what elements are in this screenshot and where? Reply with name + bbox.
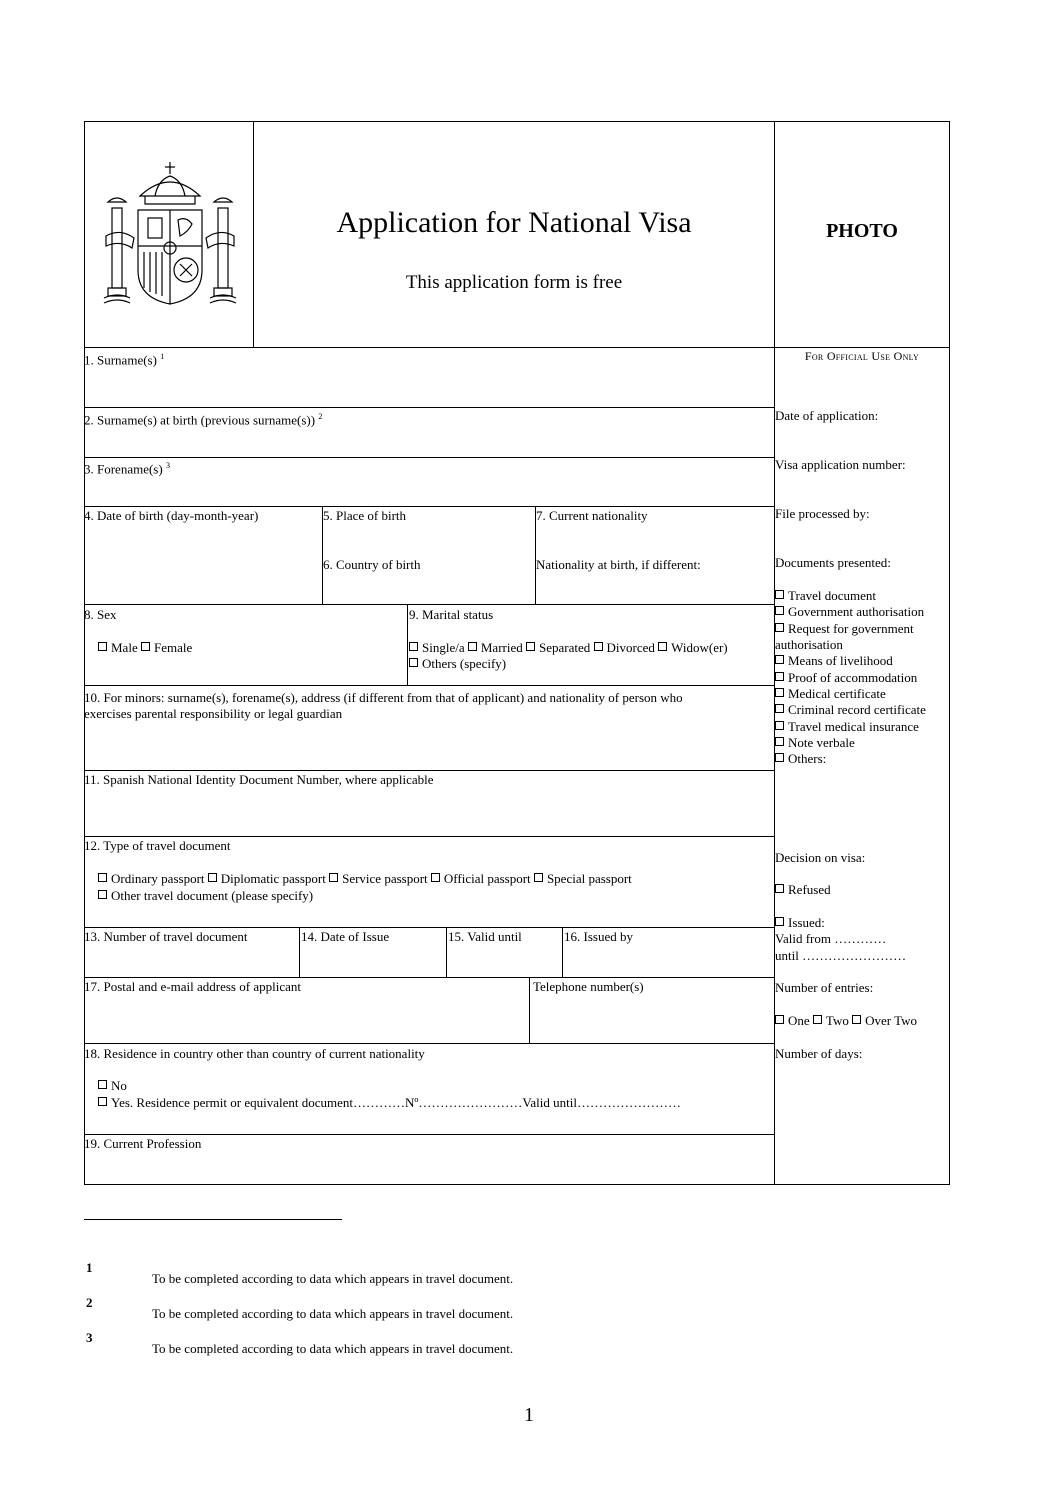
divider	[84, 927, 775, 928]
number-of-entries-label: Number of entries:	[775, 980, 874, 995]
checkbox[interactable]	[431, 873, 440, 882]
divider	[84, 604, 775, 605]
field-minors-guardian[interactable]: 10. For minors: surname(s), forename(s), address (if different from that of applicant) and nationality of person who	[84, 690, 683, 705]
divider	[84, 407, 775, 408]
divider	[84, 1134, 775, 1135]
field-travel-document-number[interactable]: 13. Number of travel document	[84, 929, 248, 944]
field-current-nationality[interactable]: 7. Current nationality	[536, 508, 648, 523]
sex-options: Male Female	[98, 640, 192, 656]
divider	[446, 927, 447, 977]
divider	[84, 506, 775, 507]
page-number: 1	[524, 1404, 534, 1426]
form-subtitle: This application form is free	[405, 272, 623, 293]
checkbox[interactable]	[534, 873, 543, 882]
checkbox[interactable]	[775, 753, 784, 762]
checkbox[interactable]	[329, 873, 338, 882]
footnote-text: To be completed according to data which appears in travel document.	[152, 1271, 514, 1286]
doc-note-verbale[interactable]: Note verbale	[775, 735, 855, 751]
checkbox[interactable]	[775, 1015, 784, 1024]
checkbox[interactable]	[98, 1097, 107, 1106]
documents-presented-label: Documents presented:	[775, 555, 891, 570]
residence-no-option[interactable]: No	[98, 1078, 127, 1094]
residence-yes-option[interactable]: Yes. Residence permit or equivalent document…………Nº……………………Valid until……………………	[98, 1095, 681, 1111]
decision-issued[interactable]: Issued:	[775, 915, 825, 931]
divider	[84, 1043, 775, 1044]
field-marital-status: 9. Marital status	[409, 607, 494, 622]
field-place-of-birth[interactable]: 5. Place of birth	[323, 508, 407, 523]
footnote-number: 2	[86, 1295, 93, 1310]
checkbox[interactable]	[98, 890, 107, 899]
checkbox[interactable]	[98, 873, 107, 882]
field-nationality-at-birth[interactable]: Nationality at birth, if different:	[536, 557, 701, 572]
field-date-of-issue[interactable]: 14. Date of Issue	[301, 929, 390, 944]
checkbox[interactable]	[98, 642, 107, 651]
divider	[529, 977, 530, 1043]
field-travel-document-type: 12. Type of travel document	[84, 838, 231, 853]
footnote-number: 1	[86, 1260, 93, 1275]
checkbox[interactable]	[658, 642, 667, 651]
checkbox[interactable]	[409, 642, 418, 651]
footnote-separator	[84, 1219, 342, 1220]
doc-request-government[interactable]: Request for government	[775, 621, 914, 637]
valid-from-label: Valid from …………	[775, 931, 887, 946]
checkbox[interactable]	[775, 688, 784, 697]
photo-box-label: PHOTO	[826, 220, 898, 242]
checkbox[interactable]	[813, 1015, 822, 1024]
field-minors-guardian-cont: exercises parental responsibility or legal guardian	[84, 706, 343, 721]
divider	[84, 457, 775, 458]
entries-options: One Two Over Two	[775, 1013, 917, 1029]
file-processed-by-label: File processed by:	[775, 506, 870, 521]
checkbox[interactable]	[775, 721, 784, 730]
field-sex: 8. Sex	[84, 607, 117, 622]
visa-application-number-label: Visa application number:	[775, 457, 906, 472]
field-surname[interactable]: 1. Surname(s) $^1$	[84, 352, 165, 368]
checkbox[interactable]	[98, 1080, 107, 1089]
divider	[562, 927, 563, 977]
field-country-of-birth[interactable]: 6. Country of birth	[323, 557, 421, 572]
valid-until-label: until ……………………	[775, 948, 907, 963]
marital-status-other[interactable]: Others (specify)	[409, 656, 506, 672]
doc-proof-of-accommodation[interactable]: Proof of accommodation	[775, 670, 917, 686]
field-forename[interactable]: 3. Forename(s) $^3$	[84, 461, 170, 477]
date-of-application-label: Date of application:	[775, 408, 879, 423]
divider	[84, 770, 775, 771]
travel-document-options: Ordinary passport Diplomatic passport Service passport Official passport Special passport	[98, 871, 632, 887]
divider	[84, 836, 775, 837]
decision-refused[interactable]: Refused	[775, 882, 831, 898]
field-telephone-numbers[interactable]: Telephone number(s)	[533, 979, 644, 994]
field-date-of-birth[interactable]: 4. Date of birth (day-month-year)	[84, 508, 259, 523]
checkbox[interactable]	[775, 737, 784, 746]
field-issued-by[interactable]: 16. Issued by	[564, 929, 633, 944]
footnote-text: To be completed according to data which appears in travel document.	[152, 1341, 514, 1356]
form-title: Application for National Visa	[336, 206, 692, 239]
checkbox[interactable]	[594, 642, 603, 651]
checkbox[interactable]	[468, 642, 477, 651]
field-valid-until[interactable]: 15. Valid until	[448, 929, 522, 944]
checkbox[interactable]	[208, 873, 217, 882]
doc-criminal-record[interactable]: Criminal record certificate	[775, 702, 926, 718]
checkbox[interactable]	[775, 704, 784, 713]
field-residence-other-country: 18. Residence in country other than country of current nationality	[84, 1046, 425, 1061]
checkbox[interactable]	[775, 606, 784, 615]
doc-others[interactable]: Others:	[775, 751, 826, 767]
coat-of-arms-logo	[100, 158, 240, 308]
travel-document-other[interactable]: Other travel document (please specify)	[98, 888, 313, 904]
decision-on-visa-label: Decision on visa:	[775, 850, 866, 865]
checkbox[interactable]	[141, 642, 150, 651]
checkbox[interactable]	[775, 884, 784, 893]
checkbox[interactable]	[852, 1015, 861, 1024]
checkbox[interactable]	[775, 917, 784, 926]
checkbox[interactable]	[775, 655, 784, 664]
field-postal-email-address[interactable]: 17. Postal and e-mail address of applicant	[84, 979, 301, 994]
footnote-number: 3	[86, 1330, 93, 1345]
footnote-text: To be completed according to data which appears in travel document.	[152, 1306, 514, 1321]
checkbox[interactable]	[775, 623, 784, 632]
checkbox[interactable]	[775, 590, 784, 599]
divider	[407, 604, 408, 685]
number-of-days-label: Number of days:	[775, 1046, 863, 1061]
doc-authorisation-continued: authorisation	[775, 637, 843, 652]
checkbox[interactable]	[526, 642, 535, 651]
doc-means-of-livelihood[interactable]: Means of livelihood	[775, 653, 893, 669]
field-surname-at-birth[interactable]: 2. Surname(s) at birth (previous surname(s)) $^2$	[84, 412, 323, 428]
doc-travel-document[interactable]: Travel document	[775, 588, 876, 604]
divider	[84, 977, 775, 978]
doc-medical-certificate[interactable]: Medical certificate	[775, 686, 886, 702]
divider	[299, 927, 300, 977]
doc-government-authorisation[interactable]: Government authorisation	[775, 604, 924, 620]
official-use-heading: For Official Use Only	[804, 349, 920, 363]
field-current-profession[interactable]: 19. Current Profession	[84, 1136, 202, 1151]
divider	[84, 347, 950, 348]
checkbox[interactable]	[775, 672, 784, 681]
divider	[84, 685, 775, 686]
field-spanish-id-number[interactable]: 11. Spanish National Identity Document Number, where applicable	[84, 772, 434, 787]
doc-travel-medical-insurance[interactable]: Travel medical insurance	[775, 719, 919, 735]
checkbox[interactable]	[409, 658, 418, 667]
marital-status-options: Single/a Married Separated Divorced Widow(er)	[409, 640, 728, 656]
